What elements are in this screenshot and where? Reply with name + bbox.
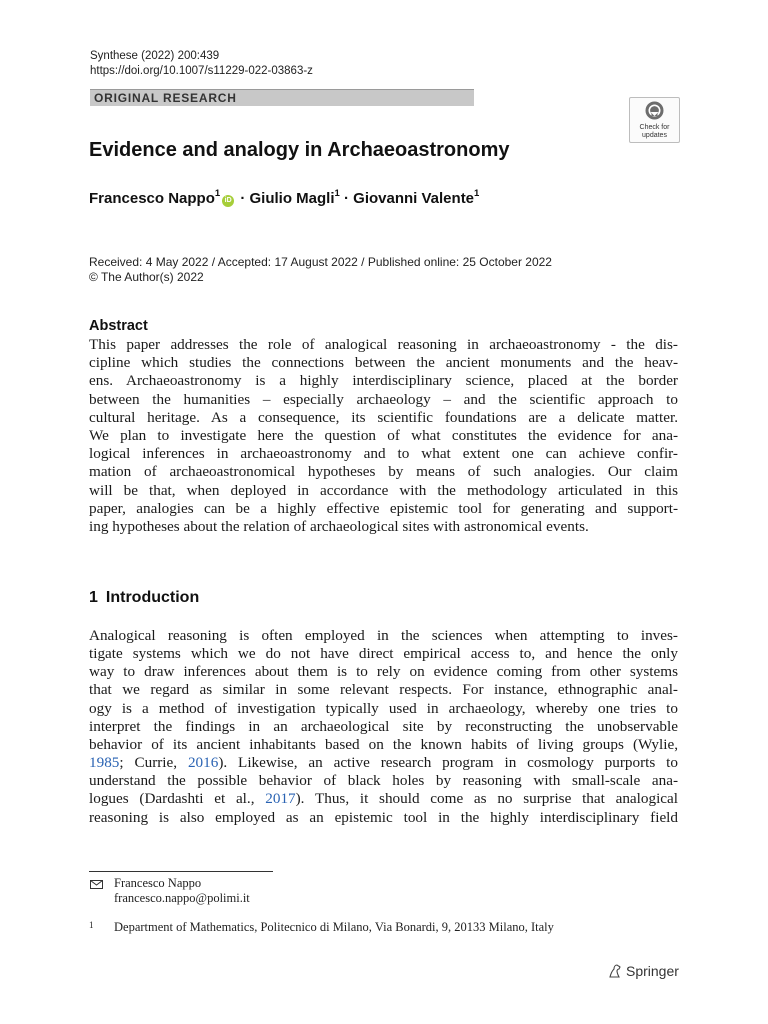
introduction-line (89, 772, 678, 790)
publication-dates: Received: 4 May 2022 / Accepted: 17 August 2022 / Published online: 25 October 2022 (89, 255, 552, 269)
text-run: way to draw inferences about them is to rely on evidence coming from other systems (89, 663, 678, 681)
text-run: interpret the findings in an archaeological site by reconstructing the unobservable (89, 717, 678, 735)
affiliation-text: Department of Mathematics, Politecnico di Milano, Via Bonardi, 9, 20133 Milano, Italy (114, 920, 554, 934)
abstract-line: We plan to investigate here the question of what constitutes the evidence for ana- (89, 427, 678, 444)
affiliation-number: 1 (89, 920, 94, 930)
text-run: understand the possible behavior of black holes by reasoning with small-scale ana- (89, 772, 678, 790)
section-number: 1 (89, 589, 98, 606)
abstract-line: mation of archaeoastronomical hypotheses by means of such analogies. Our claim (89, 463, 678, 481)
check-updates-line-1: Check for (639, 124, 670, 131)
text-run: tigate systems which we do not have direct empirical access to, and hence the only (89, 645, 678, 663)
mail-icon (90, 880, 103, 889)
check-updates-line-2: updates (642, 131, 667, 139)
check-updates-label (630, 124, 679, 139)
introduction-line (89, 645, 678, 663)
abstract-line: logical inferences in archaeoastronomy and to what extent one can achieve confir- (89, 445, 678, 463)
orcid-icon[interactable]: iD (222, 195, 234, 207)
text-run: Analogical reasoning is often employed in the sciences when attempting to inves- (89, 627, 678, 644)
springer-horse-icon (607, 963, 623, 979)
abstract-line: paper, analogies can be a highly effective epistemic tool for generating and support- (89, 499, 678, 517)
author-name[interactable]: Giulio Magli (249, 190, 335, 207)
journal-reference: Synthese (2022) 200:439 (90, 50, 220, 62)
citation-link[interactable]: 1985 (89, 754, 120, 772)
author-separator: · (339, 190, 354, 207)
author-affiliation-marker: 1 (334, 188, 340, 199)
author-name[interactable]: Giovanni Valente (353, 190, 475, 207)
introduction-line (89, 754, 678, 772)
text-run: ogy is a method of investigation typically used in archaeology, whereby one tries to (89, 699, 678, 717)
author-separator: · (236, 190, 250, 207)
check-for-updates-badge[interactable] (629, 97, 680, 143)
publisher-logo (607, 962, 679, 980)
text-run: behavior of its ancient inhabitants based on the known habits of living groups (Wylie, (89, 735, 678, 753)
text-run: ; Currie, (119, 754, 188, 772)
section-title: Introduction (105, 589, 200, 606)
author-list (89, 185, 479, 209)
section-heading-introduction (89, 588, 199, 608)
abstract-line: This paper addresses the role of analogical reasoning in archaeoastronomy - the dis- (89, 336, 678, 353)
text-run: reasoning is also employed as an epistemic tool in the highly interdisciplinary field (89, 808, 678, 826)
publisher-name: Springer (626, 963, 679, 979)
paper-title: Evidence and analogy in Archaeoastronomy (89, 139, 510, 161)
abstract-line: will be that, when deployed in accordance with the methodology articulated in this (89, 481, 678, 499)
citation-link[interactable]: 2017 (265, 790, 296, 808)
introduction-line (89, 790, 678, 808)
introduction-line (89, 718, 678, 736)
text-run: ). Thus, it should come as no surprise that analogical (295, 790, 678, 808)
author-affiliation-marker: 1 (474, 188, 480, 199)
abstract-line: cultural heritage. As a consequence, its scientific foundations are a delicate matter. (89, 408, 678, 426)
introduction-line (89, 809, 678, 827)
introduction-line (89, 736, 678, 754)
article-category-bar (90, 89, 474, 106)
copyright-notice: © The Author(s) 2022 (89, 270, 204, 284)
abstract-line: ing hypotheses about the relation of archaeological sites with astronomical events. (89, 518, 589, 535)
author-affiliation-marker: 1 (214, 188, 221, 199)
introduction-line (89, 663, 678, 681)
author-name[interactable]: Francesco Nappo (89, 190, 215, 207)
abstract-line: ens. Archaeoastronomy is a highly interdisciplinary science, placed at the border (89, 372, 678, 390)
abstract-line: cipline which studies the connections between the ancient monuments and the heav- (89, 354, 678, 372)
doi-link[interactable]: https://doi.org/10.1007/s11229-022-03863-z (90, 65, 313, 77)
abstract-heading: Abstract (89, 318, 148, 334)
introduction-line (89, 627, 678, 645)
corresponding-author-name: Francesco Nappo (114, 876, 202, 890)
corresponding-author-email[interactable]: francesco.nappo@polimi.it (114, 891, 250, 905)
footnote-divider (89, 871, 273, 872)
abstract-line: between the humanities – especially archaeology – and the scientific approach to (89, 390, 678, 408)
text-run: logues (Dardashti et al., (89, 790, 266, 808)
text-run: ). Likewise, an active research program in cosmology purports to (218, 754, 678, 772)
introduction-line (89, 700, 678, 718)
check-updates-icon (645, 101, 664, 120)
citation-link[interactable]: 2016 (187, 754, 219, 772)
text-run: that we regard as similar in some relevant respects. For instance, ethnographic anal- (89, 681, 678, 699)
article-category-label: ORIGINAL RESEARCH (94, 91, 237, 105)
introduction-line (89, 681, 678, 699)
